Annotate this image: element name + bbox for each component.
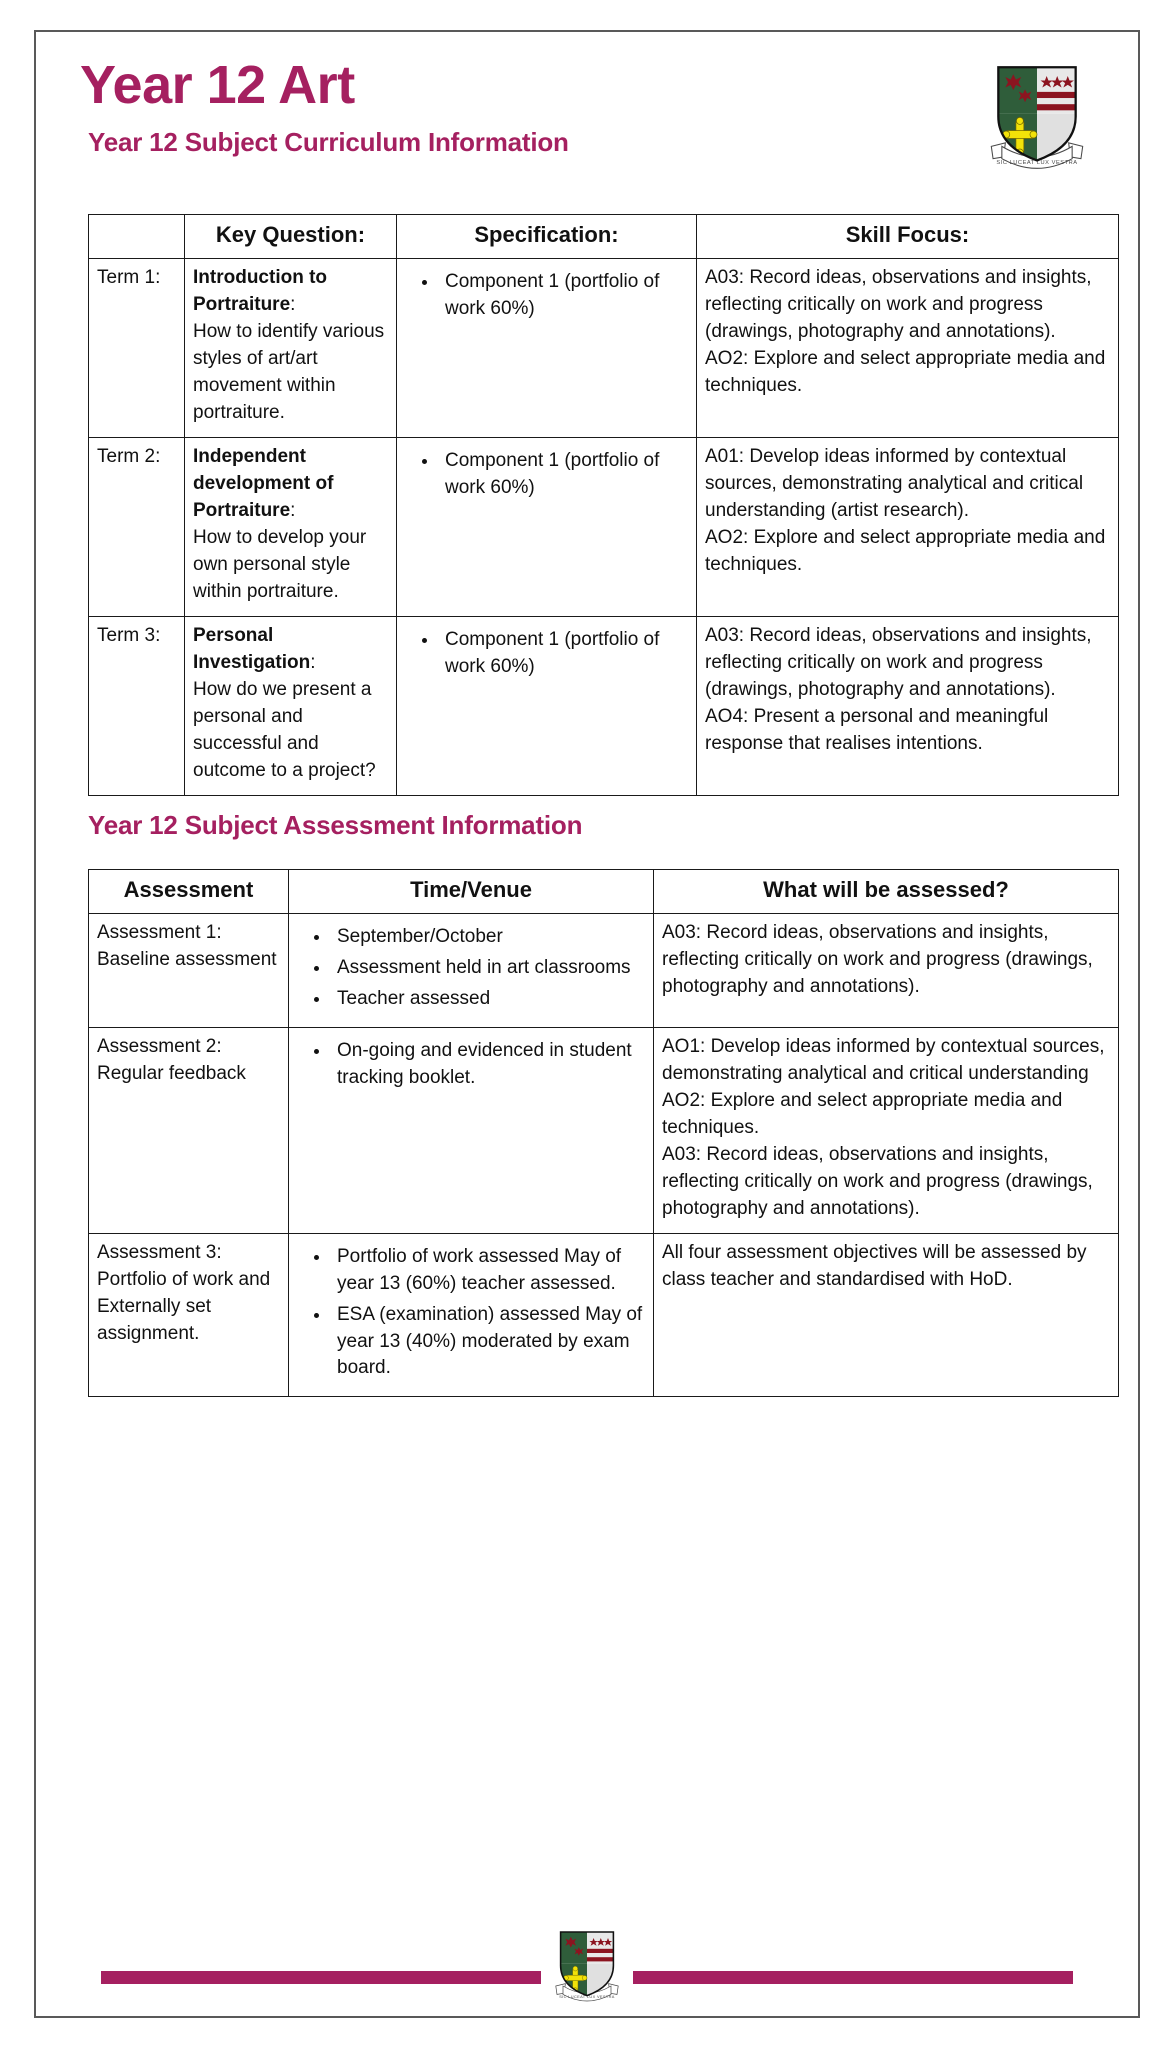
skill-focus-line: AO2: Explore and select appropriate media and techniques.: [705, 348, 1106, 397]
key-question-title: Personal Investigation: [193, 624, 311, 673]
assessment-name-line: Regular feedback: [97, 1062, 246, 1084]
what-assessed-cell: [654, 913, 1119, 1027]
what-assessed-cell: [654, 1027, 1119, 1233]
table-row: [89, 1027, 1119, 1233]
page-subtitle: Year 12 Subject Curriculum Information: [88, 127, 569, 158]
column-header-time-venue: Time/Venue: [289, 869, 654, 913]
what-assessed-line: AO1: Develop ideas informed by contextual sources, demonstrating analytical and critical understanding: [662, 1035, 1105, 1084]
column-header-term: [89, 215, 185, 259]
assessment-name-cell: [89, 1233, 289, 1397]
column-header-assessment: Assessment: [89, 869, 289, 913]
table-row: [89, 259, 1119, 438]
page-content: [34, 30, 1140, 1397]
column-header-skill-focus: Skill Focus:: [697, 215, 1119, 259]
footer-bar-right: [633, 1971, 1073, 1984]
skill-focus-cell: [697, 616, 1119, 795]
specification-cell: [397, 616, 697, 795]
list-item: • Portfolio of work assessed May of year 13 (60%) teacher assessed.: [331, 1244, 645, 1298]
key-question-body: How to develop your own personal style within portraiture.: [193, 526, 367, 602]
column-header-specification: Specification:: [397, 215, 697, 259]
school-crest-icon: [984, 62, 1090, 178]
time-venue-cell: [289, 1027, 654, 1233]
assessment-name-cell: [89, 913, 289, 1027]
key-question-cell: Introduction to Portraiture: How to identify various styles of art/art movement within portraiture.: [185, 259, 397, 438]
list-item: • September/October: [331, 924, 645, 951]
list-item: • Component 1 (portfolio of work 60%): [439, 448, 688, 502]
assessment-name-cell: [89, 1027, 289, 1233]
specification-cell: [397, 259, 697, 438]
page-title: Year 12 Art: [80, 55, 355, 115]
what-assessed-line: A03: Record ideas, observations and insights, reflecting critically on work and progress (drawings, photography and annotations).: [662, 921, 1093, 997]
time-venue-cell: [289, 913, 654, 1027]
what-assessed-line: All four assessment objectives will be assessed by class teacher and standardised with HoD.: [662, 1241, 1087, 1290]
skill-focus-line: A03: Record ideas, observations and insights, reflecting critically on work and progress (drawings, photography and annotations).: [705, 624, 1092, 700]
column-header-key-question: Key Question:: [185, 215, 397, 259]
time-venue-list: [297, 1244, 645, 1383]
key-question-title: Introduction to Portraiture: [193, 267, 328, 316]
footer-bar-left: [101, 1971, 541, 1984]
svg-text:SIC LUCEAT LUX VESTRA: SIC LUCEAT LUX VESTRA: [559, 1994, 615, 1999]
assessment-section-heading: Year 12 Subject Assessment Information: [88, 809, 583, 840]
table-header-row: [89, 215, 1119, 259]
key-question-title: Independent development of Portraiture: [193, 446, 334, 521]
what-assessed-line: AO2: Explore and select appropriate media and techniques.: [662, 1089, 1063, 1138]
assessment-name-line: Assessment 2:: [97, 1035, 222, 1057]
svg-text:SIC LUCEAT LUX VESTRA: SIC LUCEAT LUX VESTRA: [996, 159, 1078, 166]
skill-focus-line: A03: Record ideas, observations and insights, reflecting critically on work and progress (drawings, photography and annotations).: [705, 267, 1092, 343]
key-question-body: How do we present a personal and successful and outcome to a project?: [193, 678, 376, 781]
skill-focus-line: A01: Develop ideas informed by contextual sources, demonstrating analytical and critical understanding (artist research).: [705, 446, 1084, 521]
list-item: • On-going and evidenced in student tracking booklet.: [331, 1038, 645, 1092]
assessment-name-line: Baseline assessment: [97, 948, 277, 970]
table-row: [89, 616, 1119, 795]
skill-focus-cell: [697, 259, 1119, 438]
time-venue-list: [297, 924, 645, 1013]
what-assessed-cell: [654, 1233, 1119, 1397]
specification-cell: [397, 438, 697, 617]
curriculum-table: [88, 214, 1119, 796]
term-label: Term 2:: [89, 438, 185, 617]
skill-focus-line: AO4: Present a personal and meaningful response that realises intentions.: [705, 705, 1049, 754]
table-row: [89, 438, 1119, 617]
specification-list: [405, 448, 688, 502]
skill-focus-cell: [697, 438, 1119, 617]
table-row: [89, 1233, 1119, 1397]
list-item: • ESA (examination) assessed May of year 13 (40%) moderated by exam board.: [331, 1302, 645, 1383]
key-question-cell: Personal Investigation: How do we present a personal and successful and outcome to a project?: [185, 616, 397, 795]
what-assessed-line: A03: Record ideas, observations and insights, reflecting critically on work and progress (drawings, photography and annotations).: [662, 1143, 1093, 1219]
key-question-cell: Independent development of Portraiture: How to develop your own personal style within portraiture.: [185, 438, 397, 617]
assessment-name-line: Portfolio of work and Externally set assignment.: [97, 1268, 271, 1344]
time-venue-cell: [289, 1233, 654, 1397]
table-header-row: [89, 869, 1119, 913]
specification-list: [405, 627, 688, 681]
list-item: • Component 1 (portfolio of work 60%): [439, 627, 688, 681]
term-label: Term 3:: [89, 616, 185, 795]
time-venue-list: [297, 1038, 645, 1092]
list-item: • Teacher assessed: [331, 986, 645, 1013]
table-row: [89, 913, 1119, 1027]
skill-focus-line: AO2: Explore and select appropriate media and techniques.: [705, 526, 1106, 575]
term-label: Term 1:: [89, 259, 185, 438]
list-item: • Assessment held in art classrooms: [331, 955, 645, 982]
list-item: • Component 1 (portfolio of work 60%): [439, 269, 688, 323]
school-crest-icon-footer: [551, 1927, 623, 2009]
column-header-what-assessed: What will be assessed?: [654, 869, 1119, 913]
document-header: [66, 55, 1108, 186]
assessment-name-line: Assessment 1:: [97, 921, 222, 943]
key-question-body: How to identify various styles of art/art movement within portraiture.: [193, 321, 385, 424]
document-footer: [32, 1922, 1142, 2014]
specification-list: [405, 269, 688, 323]
assessment-table: [88, 869, 1119, 1398]
assessment-name-line: Assessment 3:: [97, 1241, 222, 1263]
